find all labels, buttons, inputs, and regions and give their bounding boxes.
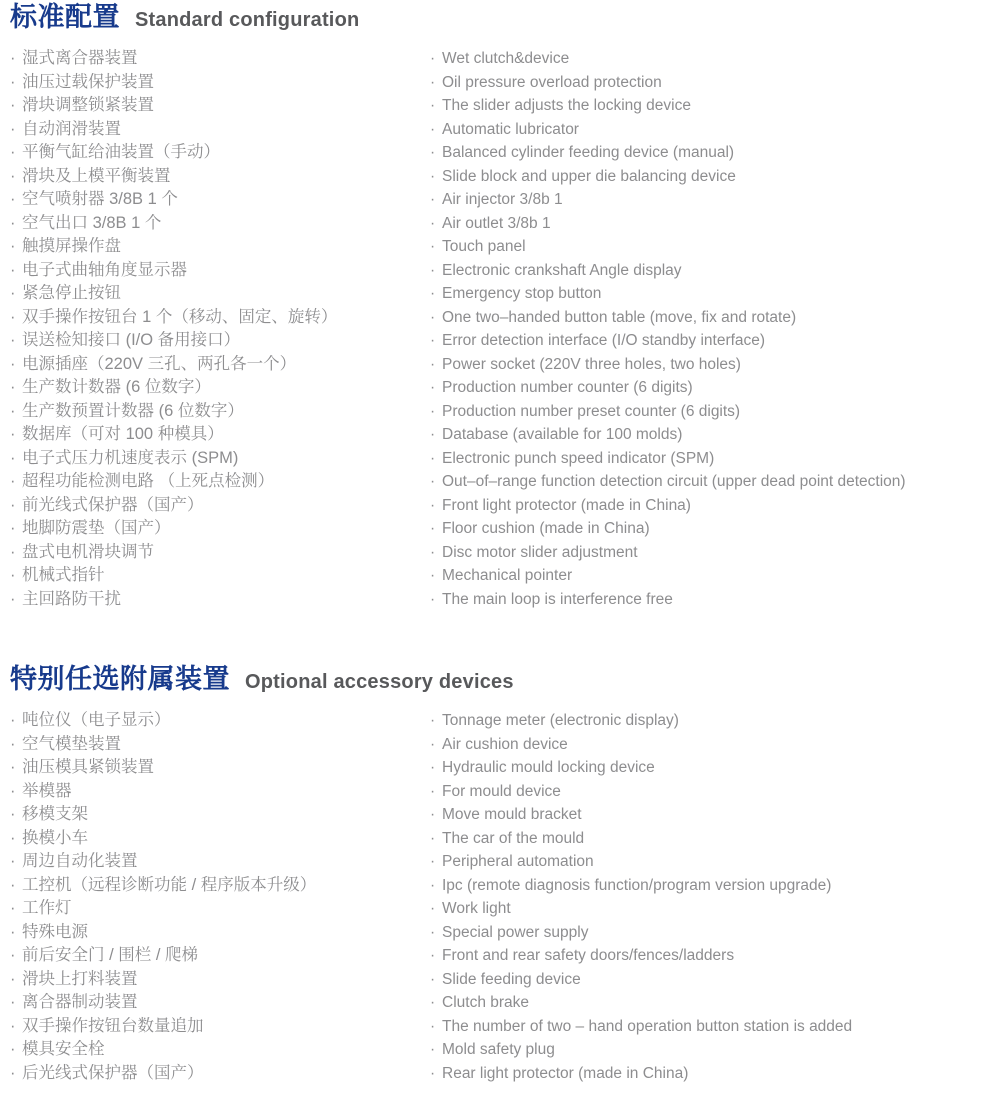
list-item xyxy=(10,1062,430,1086)
item-text-zh: 超程功能检测电路 （上死点检测） xyxy=(22,472,275,490)
item-text-zh: 周边自动化装置 xyxy=(22,852,138,870)
bullet-icon: · xyxy=(430,567,436,584)
bullet-icon: · xyxy=(10,354,16,373)
item-text-zh: 平衡气缸给油装置（手动） xyxy=(22,143,220,161)
list-item xyxy=(10,897,430,921)
list-item xyxy=(10,47,430,71)
item-text-zh: 数据库（可对 100 种模具） xyxy=(22,425,224,443)
bullet-icon: · xyxy=(10,119,16,138)
item-text-zh: 地脚防震垫（国产） xyxy=(22,519,171,537)
bullet-icon: · xyxy=(430,426,436,443)
bullet-icon: · xyxy=(10,425,16,443)
list-item xyxy=(430,1015,992,1039)
item-text-zh: 离合器制动装置 xyxy=(22,993,138,1011)
bullet-icon: · xyxy=(10,237,16,255)
item-text-zh: 紧急停止按钮 xyxy=(22,284,121,302)
list-item xyxy=(10,447,430,471)
bullet-icon: · xyxy=(10,542,16,561)
bullet-icon: · xyxy=(430,379,436,396)
item-text-zh: 生产数预置计数器 (6 位数字） xyxy=(22,401,244,420)
bullet-icon: · xyxy=(430,285,436,302)
list-item xyxy=(10,733,430,757)
item-text-en: Clutch brake xyxy=(442,994,530,1011)
bullet-icon: · xyxy=(430,1041,436,1058)
list-item xyxy=(10,991,430,1015)
list-item xyxy=(430,1062,992,1086)
item-text-en: For mould device xyxy=(442,782,561,800)
item-text-zh: 双手操作按钮台数量追加 xyxy=(22,1016,204,1035)
bullet-icon: · xyxy=(430,853,436,870)
section-optional-accessory-devices xyxy=(10,664,992,1085)
bullet-icon: · xyxy=(430,735,436,753)
bullet-icon: · xyxy=(10,401,16,420)
item-text-zh: 滑块调整锁紧装置 xyxy=(22,96,154,114)
list-item xyxy=(430,306,992,330)
list-item xyxy=(430,212,992,236)
list-item xyxy=(430,944,992,968)
item-text-en: Work light xyxy=(442,900,511,917)
bullet-icon: · xyxy=(430,261,436,279)
bullet-icon: · xyxy=(10,993,16,1011)
item-text-zh: 电子式曲轴角度显示器 xyxy=(22,260,187,279)
list-item xyxy=(10,588,430,612)
bullet-icon: · xyxy=(10,781,16,800)
item-text-en: Emergency stop button xyxy=(442,285,602,302)
list-item xyxy=(10,400,430,424)
item-text-zh: 工控机（远程诊断功能 / 程序版本升级） xyxy=(22,875,317,894)
bullet-icon: · xyxy=(10,307,16,326)
item-text-en: Front and rear safety doors/fences/ladders xyxy=(442,947,735,964)
item-text-en: Air outlet 3/8b 1 xyxy=(442,214,551,232)
item-text-zh: 空气出口 3/8B 1 个 xyxy=(22,213,162,232)
bullet-icon: · xyxy=(430,829,436,847)
list-item xyxy=(430,423,992,447)
bullet-icon: · xyxy=(430,759,436,776)
section-header xyxy=(10,664,992,694)
bullet-icon: · xyxy=(10,448,16,467)
item-text-zh: 空气喷射器 3/8B 1 个 xyxy=(22,190,178,208)
item-text-en: Out–of–range function detection circuit (upper dead point detection) xyxy=(442,473,906,490)
bullet-icon: · xyxy=(430,543,436,561)
list-item xyxy=(430,733,992,757)
list-item xyxy=(430,165,992,189)
item-text-en: Slide feeding device xyxy=(442,970,581,988)
item-text-en: Production number counter (6 digits) xyxy=(442,379,693,396)
list-item xyxy=(430,376,992,400)
bullet-icon: · xyxy=(10,495,16,514)
item-text-en: Database (available for 100 molds) xyxy=(442,426,683,443)
bullet-icon: · xyxy=(430,308,436,326)
bullet-icon: · xyxy=(10,284,16,302)
bullet-icon: · xyxy=(10,875,16,894)
list-item xyxy=(430,94,992,118)
item-text-en: Electronic crankshaft Angle display xyxy=(442,261,682,279)
item-text-zh: 空气模垫装置 xyxy=(22,734,121,753)
bullet-icon: · xyxy=(430,355,436,373)
bullet-icon: · xyxy=(430,923,436,941)
bullet-icon: · xyxy=(430,947,436,964)
item-text-zh: 后光线式保护器（国产） xyxy=(22,1063,204,1082)
list-item xyxy=(10,944,430,968)
item-text-en: Slide block and upper die balancing device xyxy=(442,167,736,185)
bullet-icon: · xyxy=(10,96,16,114)
bullet-icon: · xyxy=(430,712,436,729)
list-item xyxy=(430,968,992,992)
bullet-icon: · xyxy=(10,589,16,608)
list-item xyxy=(430,494,992,518)
bullet-icon: · xyxy=(10,758,16,776)
bullet-icon: · xyxy=(430,806,436,823)
item-text-zh: 前光线式保护器（国产） xyxy=(22,495,204,514)
bullet-icon: · xyxy=(10,1016,16,1035)
item-text-en: Mold safety plug xyxy=(442,1041,555,1058)
list-item xyxy=(10,494,430,518)
list-item xyxy=(10,541,430,565)
bullet-icon: · xyxy=(10,519,16,537)
list-item xyxy=(10,141,430,165)
list-item xyxy=(10,1038,430,1062)
list-item xyxy=(10,921,430,945)
bullet-icon: · xyxy=(10,899,16,917)
list-item xyxy=(10,118,430,142)
item-text-zh: 误送检知接口 (I/O 备用接口） xyxy=(22,331,241,349)
chinese-item-list xyxy=(10,47,430,611)
item-text-zh: 滑块及上模平衡装置 xyxy=(22,166,171,185)
item-text-zh: 特殊电源 xyxy=(22,922,88,941)
bullet-icon: · xyxy=(430,50,436,67)
item-text-zh: 举模器 xyxy=(22,781,72,800)
item-text-zh: 换模小车 xyxy=(22,828,88,847)
list-item xyxy=(10,517,430,541)
list-item xyxy=(430,709,992,733)
list-item xyxy=(10,376,430,400)
list-item xyxy=(430,259,992,283)
list-item xyxy=(10,470,430,494)
item-text-en: Peripheral automation xyxy=(442,853,594,870)
english-item-list xyxy=(430,709,992,1085)
list-item xyxy=(430,188,992,212)
item-text-en: Air injector 3/8b 1 xyxy=(442,191,563,208)
item-text-en: Front light protector (made in China) xyxy=(442,496,691,514)
section-title-en: Standard configuration xyxy=(135,9,360,31)
list-item xyxy=(10,564,430,588)
bullet-icon: · xyxy=(10,213,16,232)
item-text-zh: 触摸屏操作盘 xyxy=(22,237,121,255)
bullet-icon: · xyxy=(10,190,16,208)
bullet-icon: · xyxy=(10,711,16,729)
item-text-zh: 湿式离合器装置 xyxy=(22,49,138,67)
list-item xyxy=(430,991,992,1015)
bullet-icon: · xyxy=(10,566,16,584)
list-item xyxy=(10,353,430,377)
bullet-icon: · xyxy=(430,1064,436,1082)
bullet-icon: · xyxy=(430,970,436,988)
item-text-zh: 前后安全门 / 围栏 / 爬梯 xyxy=(22,946,199,964)
list-item xyxy=(430,353,992,377)
section-header xyxy=(10,2,992,32)
bullet-icon: · xyxy=(10,852,16,870)
list-item xyxy=(430,780,992,804)
bullet-icon: · xyxy=(10,166,16,185)
bullet-icon: · xyxy=(10,49,16,67)
chinese-item-list xyxy=(10,709,430,1085)
bullet-icon: · xyxy=(10,946,16,964)
item-text-en: One two–handed button table (move, fix and rotate) xyxy=(442,308,797,326)
item-text-zh: 吨位仪（电子显示） xyxy=(22,711,171,729)
item-text-zh: 油压过载保护装置 xyxy=(22,72,154,91)
bullet-icon: · xyxy=(10,472,16,490)
list-item xyxy=(10,968,430,992)
bullet-icon: · xyxy=(430,994,436,1011)
bullet-icon: · xyxy=(10,734,16,753)
bullet-icon: · xyxy=(430,473,436,490)
list-item xyxy=(10,874,430,898)
list-item xyxy=(10,1015,430,1039)
two-column-list xyxy=(10,47,992,611)
two-column-list xyxy=(10,709,992,1085)
bullet-icon: · xyxy=(430,214,436,232)
item-text-en: Rear light protector (made in China) xyxy=(442,1064,689,1082)
list-item xyxy=(10,780,430,804)
item-text-zh: 盘式电机滑块调节 xyxy=(22,542,154,561)
bullet-icon: · xyxy=(430,97,436,114)
item-text-en: Air cushion device xyxy=(442,735,568,753)
list-item xyxy=(430,850,992,874)
list-item xyxy=(430,541,992,565)
item-text-en: Move mould bracket xyxy=(442,806,582,823)
item-text-en: The car of the mould xyxy=(442,829,585,847)
bullet-icon: · xyxy=(430,496,436,514)
list-item xyxy=(430,827,992,851)
item-text-zh: 主回路防干扰 xyxy=(22,589,121,608)
item-text-en: Error detection interface (I/O standby interface) xyxy=(442,332,766,349)
item-text-en: Production number preset counter (6 digits) xyxy=(442,402,741,420)
bullet-icon: · xyxy=(430,120,436,138)
list-item xyxy=(10,94,430,118)
item-text-en: Electronic punch speed indicator (SPM) xyxy=(442,449,715,467)
list-item xyxy=(10,850,430,874)
bullet-icon: · xyxy=(430,1017,436,1035)
item-text-en: Oil pressure overload protection xyxy=(442,73,662,91)
bullet-icon: · xyxy=(430,520,436,537)
item-text-zh: 双手操作按钮台 1 个（移动、固定、旋转） xyxy=(22,307,338,326)
bullet-icon: · xyxy=(430,590,436,608)
item-text-zh: 移模支架 xyxy=(22,805,88,823)
list-item xyxy=(430,470,992,494)
bullet-icon: · xyxy=(10,805,16,823)
bullet-icon: · xyxy=(430,782,436,800)
list-item xyxy=(430,282,992,306)
item-text-en: Tonnage meter (electronic display) xyxy=(442,712,679,729)
bullet-icon: · xyxy=(430,191,436,208)
english-item-list xyxy=(430,47,992,611)
item-text-zh: 模具安全栓 xyxy=(22,1040,105,1058)
list-item xyxy=(430,756,992,780)
bullet-icon: · xyxy=(10,143,16,161)
item-text-zh: 自动润滑装置 xyxy=(22,119,121,138)
section-title-en: Optional accessory devices xyxy=(245,671,514,693)
item-text-en: Floor cushion (made in China) xyxy=(442,520,650,537)
list-item xyxy=(430,329,992,353)
list-item xyxy=(10,188,430,212)
list-item xyxy=(10,709,430,733)
list-item xyxy=(430,517,992,541)
item-text-en: Ipc (remote diagnosis function/program version upgrade) xyxy=(442,876,832,894)
item-text-zh: 滑块上打料装置 xyxy=(22,969,138,988)
list-item xyxy=(10,827,430,851)
item-text-en: Balanced cylinder feeding device (manual) xyxy=(442,144,735,161)
list-item xyxy=(430,118,992,142)
bullet-icon: · xyxy=(10,260,16,279)
bullet-icon: · xyxy=(430,900,436,917)
item-text-en: Automatic lubricator xyxy=(442,120,579,138)
list-item xyxy=(10,756,430,780)
bullet-icon: · xyxy=(430,876,436,894)
item-text-en: The slider adjusts the locking device xyxy=(442,97,691,114)
list-item xyxy=(430,921,992,945)
list-item xyxy=(10,235,430,259)
item-text-en: Disc motor slider adjustment xyxy=(442,543,638,561)
list-item xyxy=(430,803,992,827)
bullet-icon: · xyxy=(430,332,436,349)
bullet-icon: · xyxy=(430,73,436,91)
list-item xyxy=(10,282,430,306)
bullet-icon: · xyxy=(430,167,436,185)
list-item xyxy=(430,588,992,612)
list-item xyxy=(430,447,992,471)
bullet-icon: · xyxy=(430,402,436,420)
list-item xyxy=(430,71,992,95)
item-text-en: Hydraulic mould locking device xyxy=(442,759,655,776)
item-text-zh: 电子式压力机速度表示 (SPM) xyxy=(22,448,239,467)
item-text-en: Mechanical pointer xyxy=(442,567,573,584)
list-item xyxy=(10,329,430,353)
item-text-en: Special power supply xyxy=(442,923,589,941)
item-text-zh: 生产数计数器 (6 位数字） xyxy=(22,378,211,396)
list-item xyxy=(10,212,430,236)
item-text-zh: 机械式指针 xyxy=(22,566,105,584)
bullet-icon: · xyxy=(10,378,16,396)
bullet-icon: · xyxy=(10,969,16,988)
list-item xyxy=(10,803,430,827)
bullet-icon: · xyxy=(10,1063,16,1082)
list-item xyxy=(10,165,430,189)
list-item xyxy=(10,71,430,95)
list-item xyxy=(430,897,992,921)
list-item xyxy=(10,306,430,330)
section-standard-configuration xyxy=(10,2,992,611)
bullet-icon: · xyxy=(10,72,16,91)
section-title-zh: 标准配置 xyxy=(10,2,120,32)
list-item xyxy=(430,47,992,71)
bullet-icon: · xyxy=(10,331,16,349)
section-title-zh: 特别任选附属装置 xyxy=(10,664,230,694)
bullet-icon: · xyxy=(430,238,436,255)
bullet-icon: · xyxy=(10,1040,16,1058)
bullet-icon: · xyxy=(430,144,436,161)
list-item xyxy=(430,141,992,165)
list-item xyxy=(10,259,430,283)
item-text-en: Touch panel xyxy=(442,238,526,255)
list-item xyxy=(430,874,992,898)
list-item xyxy=(430,400,992,424)
item-text-zh: 油压模具紧锁装置 xyxy=(22,758,154,776)
list-item xyxy=(430,564,992,588)
item-text-en: The main loop is interference free xyxy=(442,590,673,608)
bullet-icon: · xyxy=(10,828,16,847)
list-item xyxy=(10,423,430,447)
item-text-zh: 电源插座（220V 三孔、两孔各一个） xyxy=(22,354,297,373)
item-text-zh: 工作灯 xyxy=(22,899,72,917)
list-item xyxy=(430,1038,992,1062)
item-text-en: Power socket (220V three holes, two holes) xyxy=(442,355,741,373)
item-text-en: Wet clutch&device xyxy=(442,50,570,67)
bullet-icon: · xyxy=(10,922,16,941)
item-text-en: The number of two – hand operation button station is added xyxy=(442,1017,853,1035)
bullet-icon: · xyxy=(430,449,436,467)
list-item xyxy=(430,235,992,259)
